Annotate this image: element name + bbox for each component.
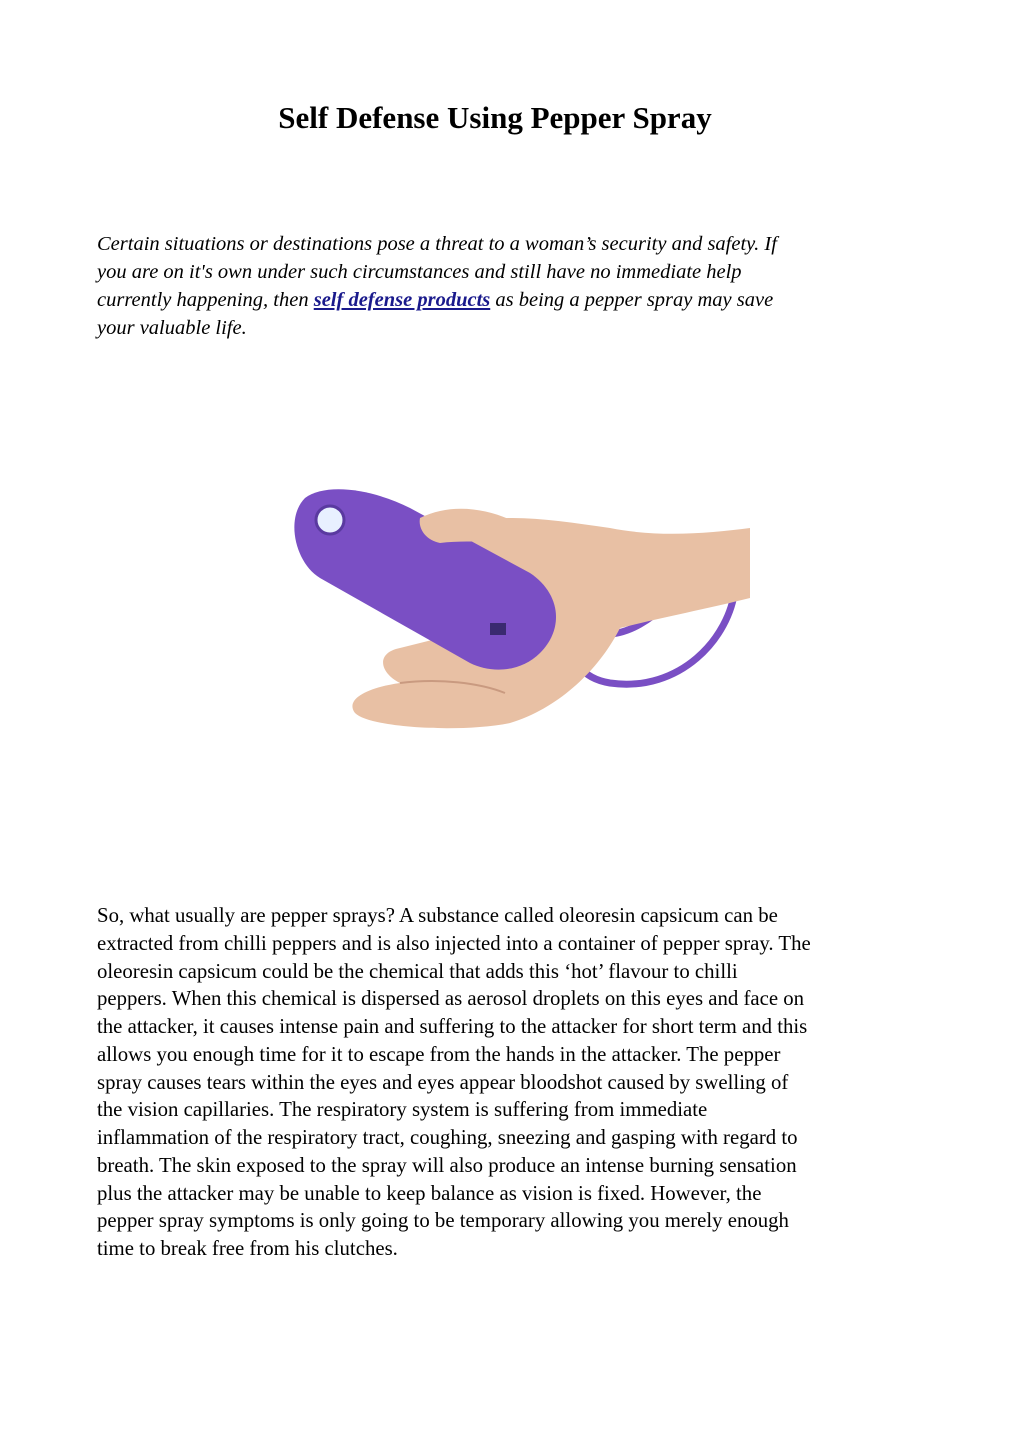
intro-line: your valuable life. [97, 317, 247, 339]
body-line: the attacker, it causes intense pain and suffering to the attacker for short term and this [97, 1015, 808, 1038]
body-line: pepper spray symptoms is only going to be temporary allowing you merely enough [97, 1209, 789, 1233]
intro-text: currently happening, then [97, 289, 314, 311]
body-line: allows you enough time for it to escape from the hands in the attacker. The pepper [97, 1042, 781, 1066]
self-defense-products-link[interactable]: self defense products [313, 289, 491, 311]
intro-paragraph [97, 230, 937, 342]
body-line: peppers. When this chemical is dispersed as aerosol droplets on this eyes and face on [97, 987, 805, 1011]
body-line: oleoresin capsicum could be the chemical that adds this ‘hot’ flavour to chilli [97, 959, 738, 983]
body-line: So, what usually are pepper sprays? A substance called oleoresin capsicum can be [97, 904, 778, 927]
body-line: time to break free from his clutches. [97, 1237, 398, 1260]
intro-line: Certain situations or destinations pose a threat to a woman’s security and safety. If [97, 233, 777, 255]
body-line: the vision capillaries. The respiratory system is suffering from immediate [97, 1098, 708, 1122]
body-line: spray causes tears within the eyes and eyes appear bloodshot caused by swelling of [97, 1070, 789, 1094]
flashlight-icon [316, 506, 344, 534]
intro-line [97, 286, 937, 314]
body-line: breath. The skin exposed to the spray will also produce an intense burning sensation [97, 1153, 797, 1177]
intro-text: as being a pepper spray may save [490, 289, 774, 311]
intro-line: you are on it's own under such circumstances and still have no immediate help [97, 261, 742, 283]
body-line: inflammation of the respiratory tract, coughing, sneezing and gasping with regard to [97, 1126, 798, 1149]
pepper-spray-photo [280, 478, 750, 733]
body-line: plus the attacker may be unable to keep balance as vision is fixed. However, the [97, 1181, 762, 1205]
page-title: Self Defense Using Pepper Spray [278, 100, 712, 135]
body-paragraph [97, 902, 937, 1263]
body-line: extracted from chilli peppers and is also injected into a container of pepper spray. The [97, 931, 811, 955]
